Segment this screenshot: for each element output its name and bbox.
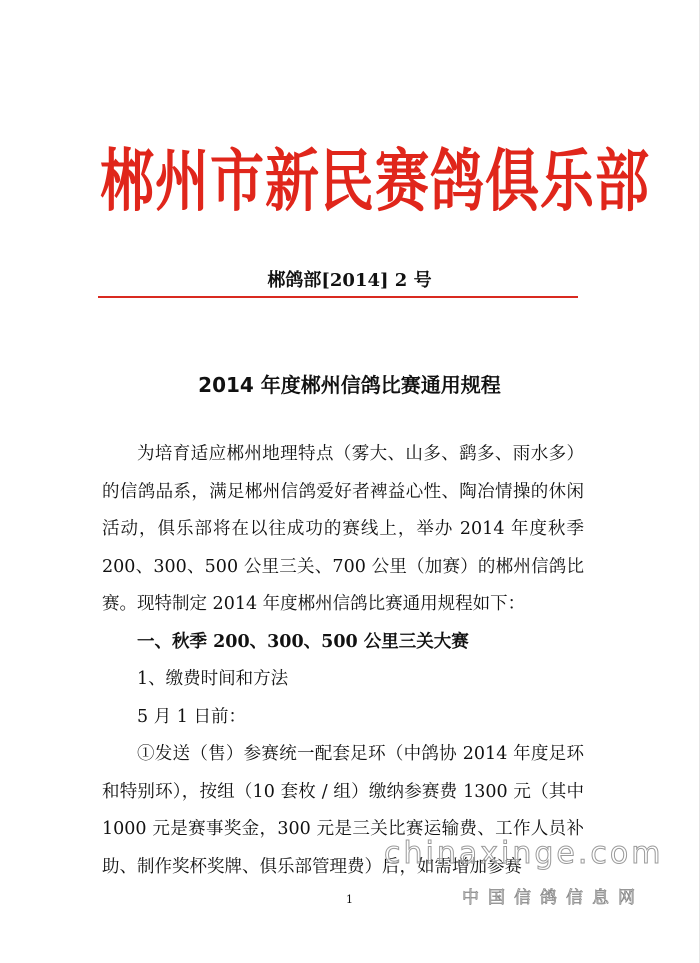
intro-paragraph: 为培育适应郴州地理特点（雾大、山多、鹞多、雨水多）的信鸽品系，满足郴州信鸽爱好者裨益心性、陶冶情操的休闲活动，俱乐部将在以往成功的赛线上，举办 2014 年度秋季 200、300、500 公里三关、700 公里（加赛）的郴州信鸽比赛。现特制定 2014 年度郴州信鸽比赛通用规程如下：	[102, 444, 584, 614]
date-line: 5 月 1 日前：	[137, 706, 246, 727]
watermark-site-name: 中国信鸽信息网	[462, 888, 644, 908]
sub-heading: 1、缴费时间和方法	[137, 669, 289, 689]
watermark-site: chinaxinge.com	[384, 836, 664, 871]
organization-title: 郴州市新民赛鸽俱乐部	[100, 140, 650, 221]
page-number: 1	[346, 893, 353, 906]
red-divider-line	[98, 296, 578, 298]
body-text	[102, 436, 584, 886]
section-heading: 一、秋季 200、300、500 公里三关大赛	[137, 631, 469, 652]
item-1-paragraph: ①发送（售）参赛统一配套足环（中鸽协 2014 年度足环和特别环），按组（10 套枚 / 组）缴纳参赛费 1300 元（其中 1000 元是赛事奖金，300 元是三关比赛运输费、工作人员补助、制作奖杯奖牌、俱乐部管理费）后，如需增加参赛	[102, 744, 584, 877]
document-title: 2014 年度郴州信鸽比赛通用规程	[198, 373, 501, 397]
document-number: 郴鸽部[2014] 2 号	[267, 270, 432, 291]
